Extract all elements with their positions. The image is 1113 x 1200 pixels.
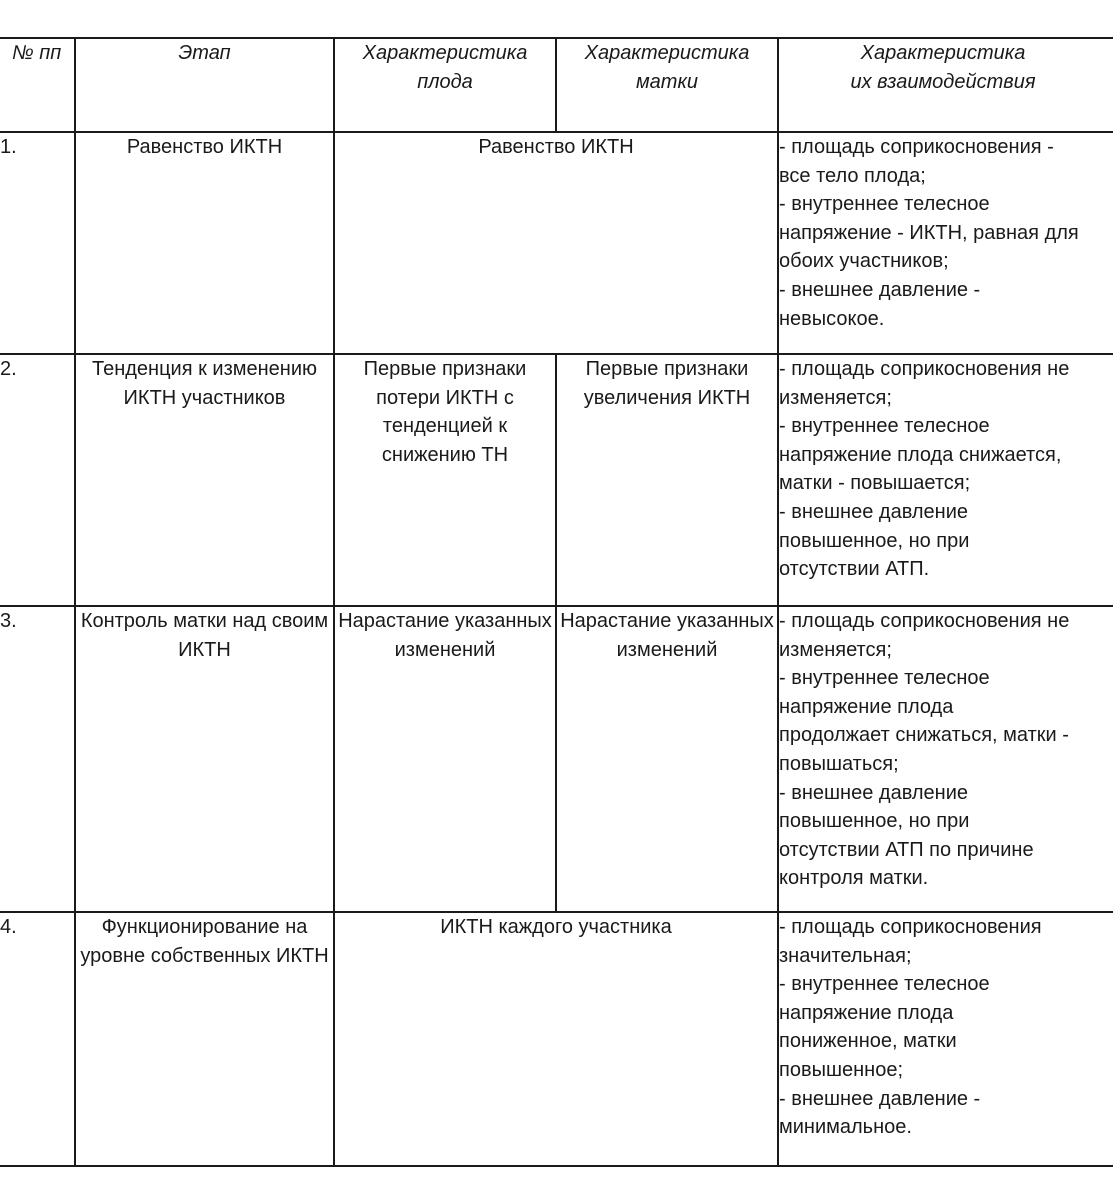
interaction-line: - внутреннее телесное — [779, 973, 990, 996]
row-stage: Контроль матки над своим ИКТН — [75, 606, 334, 912]
row-interaction — [778, 132, 1113, 354]
interaction-line: напряжение плода — [779, 1001, 954, 1024]
row-uterus-characteristic: Нарастание указанных изменений — [556, 606, 778, 912]
row-fetus-characteristic: Первые признаки потери ИКТН с тенденцией к снижению ТН — [334, 354, 556, 606]
interaction-line: обоих участников; — [779, 250, 949, 273]
interaction-line: изменяется; — [779, 638, 892, 661]
interaction-line: повышенное, но при — [779, 810, 970, 833]
interaction-line: повышаться; — [779, 752, 899, 775]
header-num: № пп — [0, 38, 75, 132]
row-number: 1. — [0, 132, 75, 354]
stages-table — [0, 37, 1113, 1167]
header-uterus-line: Характеристика — [584, 42, 750, 64]
header-interaction — [778, 38, 1113, 132]
header-uterus — [556, 38, 778, 132]
interaction-line: продолжает снижаться, матки - — [779, 724, 1069, 747]
interaction-line: - площадь соприкосновения — [779, 916, 1042, 938]
interaction-line: - внешнее давление — [779, 500, 968, 523]
interaction-line: - внутреннее телесное — [779, 415, 990, 438]
interaction-line: - внешнее давление - — [779, 278, 981, 301]
interaction-line: невысокое. — [779, 307, 885, 330]
header-fetus-line: Характеристика — [362, 42, 528, 64]
interaction-line: - внешнее давление — [779, 781, 968, 804]
header-interaction-line: Характеристика — [860, 42, 1026, 64]
interaction-line: изменяется; — [779, 386, 892, 409]
row-interaction — [778, 912, 1113, 1166]
interaction-line: - площадь соприкосновения не — [779, 358, 1070, 380]
table-row — [0, 354, 1113, 606]
interaction-line: значительная; — [779, 944, 912, 967]
header-stage: Этап — [75, 38, 334, 132]
interaction-line: - площадь соприкосновения не — [779, 610, 1070, 632]
row-stage: Тенденция к изменению ИКТН участников — [75, 354, 334, 606]
row-merged-characteristic: Равенство ИКТН — [334, 132, 778, 354]
row-interaction — [778, 606, 1113, 912]
row-number: 2. — [0, 354, 75, 606]
header-uterus-line: матки — [635, 70, 699, 93]
header-interaction-line: их взаимодействия — [850, 70, 1036, 93]
row-number: 3. — [0, 606, 75, 912]
interaction-line: - внутреннее телесное — [779, 667, 990, 690]
interaction-line: напряжение плода снижается, — [779, 443, 1062, 466]
row-merged-characteristic: ИКТН каждого участника — [334, 912, 778, 1166]
header-row — [0, 38, 1113, 132]
row-fetus-characteristic: Нарастание указанных изменений — [334, 606, 556, 912]
interaction-line: - внешнее давление - — [779, 1087, 981, 1110]
interaction-line: отсутствии АТП. — [779, 558, 930, 581]
row-stage: Равенство ИКТН — [75, 132, 334, 354]
row-uterus-characteristic: Первые признаки увеличения ИКТН — [556, 354, 778, 606]
interaction-line: напряжение - ИКТН, равная для — [779, 221, 1079, 244]
interaction-line: напряжение плода — [779, 695, 954, 718]
table-row — [0, 912, 1113, 1166]
interaction-line: контроля матки. — [779, 867, 929, 890]
table-row — [0, 606, 1113, 912]
header-fetus — [334, 38, 556, 132]
interaction-line: минимальное. — [779, 1116, 912, 1139]
interaction-line: пониженное, матки — [779, 1030, 957, 1053]
interaction-line: отсутствии АТП по причине — [779, 838, 1034, 861]
interaction-line: повышенное; — [779, 1058, 904, 1081]
row-interaction — [778, 354, 1113, 606]
header-fetus-line: плода — [417, 70, 473, 93]
row-stage: Функционирование на уровне собственных ИКТН — [75, 912, 334, 1166]
interaction-line: - площадь соприкосновения - — [779, 136, 1054, 158]
interaction-line: матки - повышается; — [779, 472, 971, 495]
table-row — [0, 132, 1113, 354]
row-number: 4. — [0, 912, 75, 1166]
interaction-line: повышенное, но при — [779, 529, 970, 552]
interaction-line: все тело плода; — [779, 164, 926, 187]
interaction-line: - внутреннее телесное — [779, 193, 990, 216]
